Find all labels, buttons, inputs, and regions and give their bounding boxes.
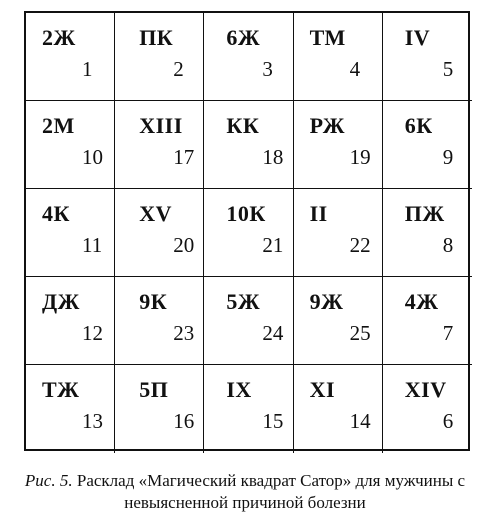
grid-cell bbox=[383, 277, 472, 365]
cell-position-number: 22 bbox=[349, 233, 371, 257]
cell-card-code: РЖ bbox=[309, 113, 345, 138]
grid-cell bbox=[204, 13, 293, 101]
cell-position-number: 8 bbox=[442, 233, 454, 257]
grid-cell bbox=[383, 13, 472, 101]
cell-card-code: ТЖ bbox=[42, 377, 80, 402]
caption-text: Расклад «Магический квадрат Сатор» для мужчины с невыясненной причиной болезни bbox=[72, 471, 466, 512]
grid-cell bbox=[115, 13, 204, 101]
cell-position-number: 23 bbox=[173, 321, 195, 345]
grid-cell bbox=[294, 13, 383, 101]
cell-card-code: XV bbox=[139, 201, 172, 226]
cell-position-number: 4 bbox=[349, 57, 361, 81]
cell-card-code: 9Ж bbox=[309, 289, 344, 314]
grid-cell bbox=[294, 101, 383, 189]
grid-cell bbox=[115, 365, 204, 453]
cell-card-code: 5П bbox=[139, 377, 169, 402]
grid-cell bbox=[115, 189, 204, 277]
cell-card-code: 6К bbox=[404, 113, 433, 138]
cell-position-number: 3 bbox=[262, 57, 273, 81]
figure-caption bbox=[0, 470, 490, 514]
cell-card-code: IX bbox=[226, 377, 252, 402]
grid-cell bbox=[204, 365, 293, 453]
cell-position-number: 15 bbox=[262, 409, 284, 433]
grid-cell bbox=[26, 189, 115, 277]
cell-card-code: 9К bbox=[139, 289, 168, 314]
cell-card-code: 4Ж bbox=[404, 289, 439, 314]
cell-position-number: 11 bbox=[82, 233, 103, 257]
cell-position-number: 20 bbox=[173, 233, 195, 257]
cell-position-number: 2 bbox=[173, 57, 184, 81]
cell-position-number: 19 bbox=[349, 145, 371, 169]
grid-cell bbox=[204, 101, 293, 189]
cell-position-number: 25 bbox=[349, 321, 371, 345]
cell-card-code: II bbox=[309, 201, 328, 226]
cell-card-code: 5Ж bbox=[226, 289, 261, 314]
cell-card-code: ДЖ bbox=[42, 289, 80, 314]
cell-position-number: 17 bbox=[173, 145, 195, 169]
grid-cell bbox=[204, 189, 293, 277]
cell-card-code: ТМ bbox=[309, 25, 346, 50]
grid-cell bbox=[26, 365, 115, 453]
grid-cell bbox=[383, 189, 472, 277]
magic-square-grid bbox=[24, 11, 470, 451]
grid-cell bbox=[26, 277, 115, 365]
cell-card-code: 2М bbox=[42, 113, 75, 138]
grid-cell bbox=[294, 189, 383, 277]
cell-card-code: 10К bbox=[226, 201, 266, 226]
cell-position-number: 5 bbox=[442, 57, 454, 81]
cell-position-number: 24 bbox=[262, 321, 284, 345]
cell-card-code: XIV bbox=[404, 377, 447, 402]
grid-cell bbox=[115, 277, 204, 365]
grid-cell bbox=[115, 101, 204, 189]
grid-cell bbox=[383, 101, 472, 189]
cell-card-code: 4К bbox=[42, 201, 70, 226]
cell-card-code: 2Ж bbox=[42, 25, 76, 50]
cell-position-number: 9 bbox=[442, 145, 454, 169]
cell-position-number: 12 bbox=[82, 321, 103, 345]
cell-card-code: ПК bbox=[139, 25, 174, 50]
grid-cell bbox=[26, 101, 115, 189]
cell-position-number: 6 bbox=[442, 409, 454, 433]
cell-card-code: КК bbox=[226, 113, 260, 138]
cell-card-code: IV bbox=[404, 25, 431, 50]
cell-position-number: 18 bbox=[262, 145, 284, 169]
grid-cell bbox=[383, 365, 472, 453]
cell-position-number: 1 bbox=[82, 57, 93, 81]
caption-figure-number: Рис. 5. bbox=[24, 471, 73, 490]
cell-position-number: 13 bbox=[82, 409, 103, 433]
cell-position-number: 14 bbox=[349, 409, 371, 433]
cell-position-number: 16 bbox=[173, 409, 195, 433]
cell-card-code: XI bbox=[309, 377, 336, 402]
grid-cell bbox=[294, 277, 383, 365]
grid-cell bbox=[26, 13, 115, 101]
cell-position-number: 21 bbox=[262, 233, 284, 257]
cell-card-code: ПЖ bbox=[404, 201, 445, 226]
cell-position-number: 10 bbox=[82, 145, 103, 169]
cell-card-code: XIII bbox=[139, 113, 183, 138]
grid-cell bbox=[294, 365, 383, 453]
grid-cell bbox=[204, 277, 293, 365]
cell-position-number: 7 bbox=[442, 321, 454, 345]
cell-card-code: 6Ж bbox=[226, 25, 261, 50]
